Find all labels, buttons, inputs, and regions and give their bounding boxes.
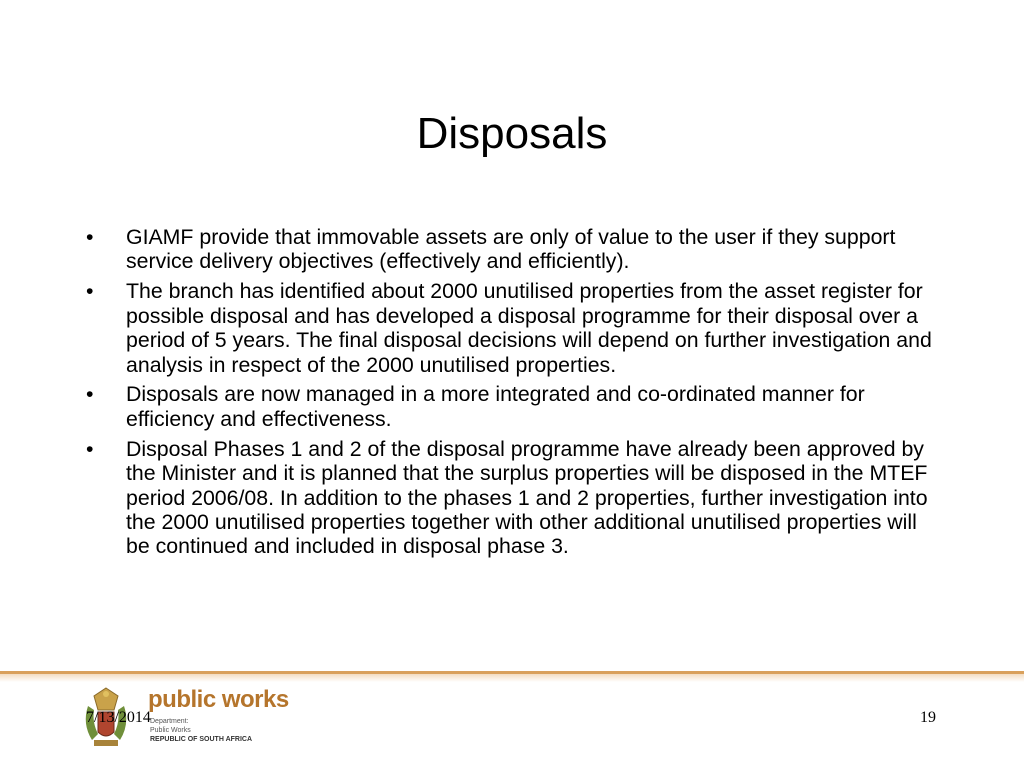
bullet-item [86, 225, 946, 274]
bullet-item [86, 279, 946, 377]
bullet-text: The branch has identified about 2000 unutilised properties from the asset register for possible disposal and has developed a disposal programme for their disposal over a period of 5 years. The final disposal decisions will depend on further investigation and analysis in respect of the 2000 unutilised properties. [126, 279, 932, 377]
footer-date: 7/13/2014 [86, 709, 151, 726]
bullet-text: GIAMF provide that immovable assets are only of value to the user if they support service delivery objectives (effectively and efficiently). [126, 225, 896, 274]
footer-divider [0, 666, 1024, 684]
slide-title: Disposals [416, 109, 608, 158]
logo-name: public works [148, 686, 289, 713]
page-number: 19 [920, 709, 936, 726]
bullet-text: Disposals are now managed in a more integrated and co-ordinated manner for efficiency and effectiveness. [126, 382, 865, 431]
logo-subtitle-public-works: Public Works [150, 727, 191, 734]
bullet-text: Disposal Phases 1 and 2 of the disposal programme have already been approved by the Minister and it is planned that the surplus properties will be disposed in the MTEF period 2006/08. In addition to the phases 1 and 2 properties, further investigation into the 2000 unutilised properties together with other additional unutilised properties will be continued and included in disposal phase 3. [126, 436, 928, 559]
bullet-item [86, 382, 946, 431]
bullet-marker: • [86, 436, 94, 461]
bullet-list [86, 225, 946, 564]
bullet-marker: • [86, 382, 94, 407]
logo-subtitle-department: Department: [150, 718, 189, 725]
bullet-marker: • [86, 225, 94, 249]
logo-subtitle-country: REPUBLIC OF SOUTH AFRICA [150, 736, 253, 743]
footer-rule-shadow [0, 674, 1024, 682]
bullet-marker: • [86, 279, 94, 304]
bullet-item [86, 437, 946, 559]
